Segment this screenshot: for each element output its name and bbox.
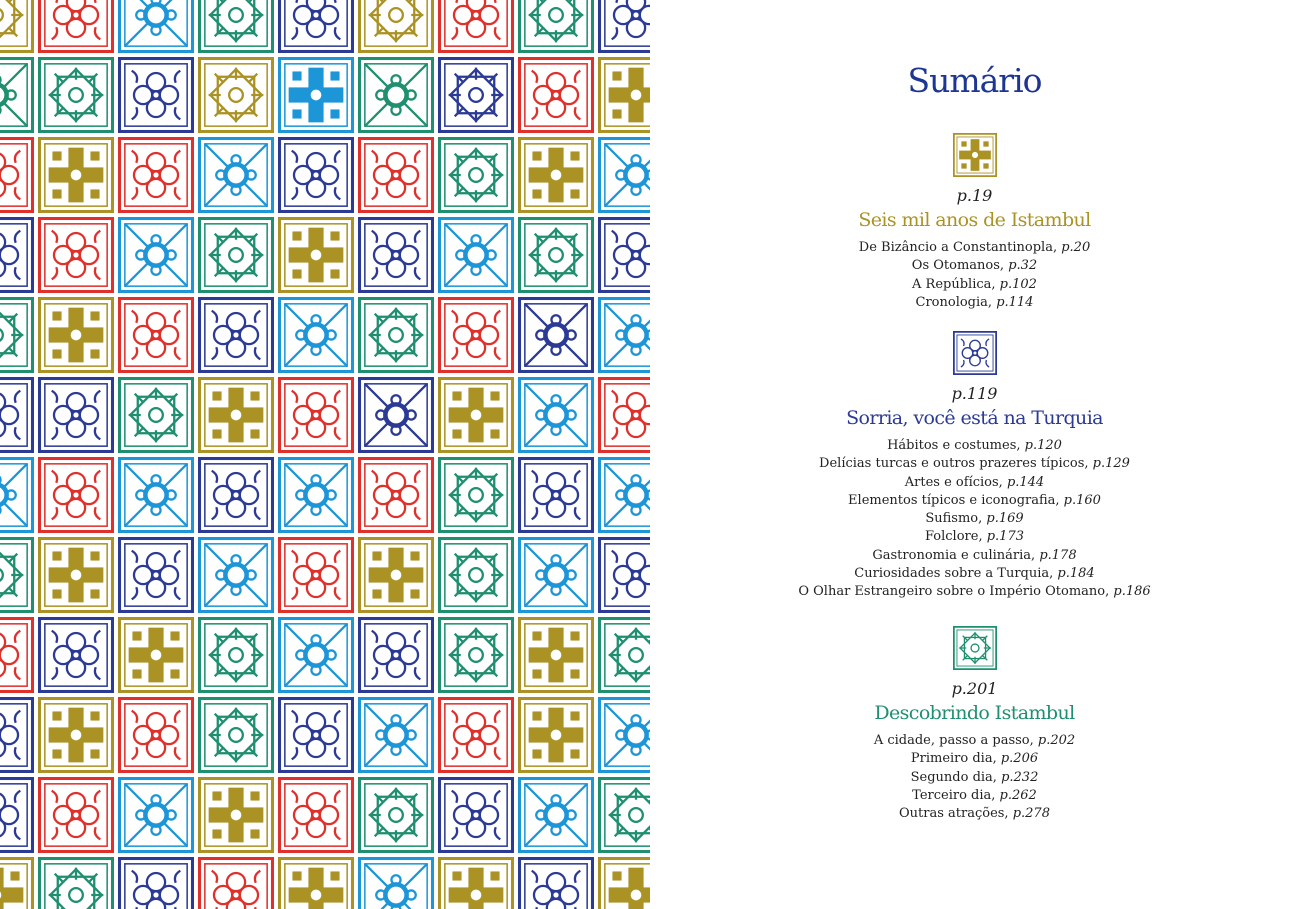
ornamental-tile-icon: [516, 535, 596, 615]
ornamental-tile-icon: [276, 455, 356, 535]
ornamental-tile-icon: [116, 775, 196, 855]
ornamental-tile-icon: [0, 775, 36, 855]
ornamental-tile-icon: [516, 375, 596, 455]
ornamental-tile-icon: [116, 295, 196, 375]
ornamental-tile-icon: [596, 535, 650, 615]
ornamental-tile-icon: [0, 135, 36, 215]
ornamental-tile-icon: [516, 615, 596, 695]
section-item-list: [650, 437, 1299, 602]
toc-entry-label: Folclore,: [924, 529, 987, 545]
ornamental-tile-icon: [596, 695, 650, 775]
toc-section-2: [650, 331, 1299, 602]
ornamental-tile-icon: [436, 0, 516, 55]
ornamental-tile-icon: [516, 135, 596, 215]
toc-entry: [650, 583, 1299, 601]
ornamental-tile-icon: [0, 535, 36, 615]
section-title: Descobrindo Istambul: [874, 702, 1075, 724]
section-item-list: [650, 239, 1299, 312]
ornamental-tile-icon: [436, 295, 516, 375]
ornamental-tile-icon: [356, 215, 436, 295]
ornamental-tile-icon: [36, 135, 116, 215]
toc-entry: [650, 492, 1299, 510]
ornamental-tile-icon: [36, 55, 116, 135]
toc-entry: [650, 437, 1299, 455]
toc-entry-label: A cidade, passo a passo,: [873, 733, 1038, 748]
ornamental-tile-icon: [276, 695, 356, 775]
ornamental-tile-icon: [276, 215, 356, 295]
section-item-list: [650, 732, 1299, 823]
toc-entry: [650, 239, 1299, 257]
ornamental-tile-icon: [356, 855, 436, 909]
ornamental-tile-icon: [0, 455, 36, 535]
toc-entry-label: Cronologia,: [915, 294, 997, 310]
section-page-number: p.119: [951, 384, 998, 403]
ornamental-tile-icon: [36, 0, 116, 55]
toc-entry-label: Delícias turcas e outros prazeres típicos,: [819, 456, 1093, 472]
ornamental-tile-icon: [196, 0, 276, 55]
toc-entry: [650, 294, 1299, 312]
ornamental-tile-icon: [0, 615, 36, 695]
toc-entry-page: p.186: [1113, 584, 1151, 600]
ornamental-tile-icon: [516, 295, 596, 375]
ornamental-tile-icon: [276, 135, 356, 215]
toc-entry-label: O Olhar Estrangeiro sobre o Império Otomano,: [798, 584, 1114, 600]
toc-entry-page: p.129: [1092, 456, 1130, 472]
toc-entry: [650, 510, 1299, 528]
ornamental-tile-icon: [356, 295, 436, 375]
toc-entry: [650, 732, 1299, 750]
ornamental-tile-icon: [36, 695, 116, 775]
ornamental-tile-icon: [516, 0, 596, 55]
toc-entry-page: p.120: [1024, 438, 1062, 453]
toc-entry-label: Primeiro dia,: [910, 751, 1001, 767]
toc-entry-page: p.178: [1039, 547, 1077, 563]
ornamental-tile-icon: [436, 855, 516, 909]
ornamental-tile-icon: [36, 215, 116, 295]
ornamental-tile-icon: [196, 375, 276, 455]
ornamental-tile-icon: [276, 855, 356, 909]
ornamental-tile-icon: [196, 855, 276, 909]
ornamental-tile-icon: [196, 215, 276, 295]
ornamental-tile-icon: [276, 0, 356, 55]
toc-entry-page: p.173: [986, 529, 1024, 545]
ornamental-tile-icon: [0, 295, 36, 375]
ornamental-tile-icon: [596, 55, 650, 135]
ornamental-tile-icon: [36, 775, 116, 855]
toc-entry-page: p.262: [999, 787, 1037, 803]
ornamental-tile-icon: [436, 775, 516, 855]
ornamental-tile-icon: [516, 855, 596, 909]
toc-entry-page: p.278: [1012, 806, 1050, 822]
ornamental-tile-icon: [276, 55, 356, 135]
ornamental-tile-icon: [0, 0, 36, 55]
toc-entry: [650, 455, 1299, 473]
ornamental-tile-icon: [596, 775, 650, 855]
ornamental-tile-icon: [196, 55, 276, 135]
ornamental-tile-icon: [356, 0, 436, 55]
ornamental-tile-icon: [196, 775, 276, 855]
ornamental-tile-icon: [356, 535, 436, 615]
ornamental-tile-icon: [276, 375, 356, 455]
toc-entry: [650, 276, 1299, 294]
ornamental-tile-icon: [356, 135, 436, 215]
toc-entry: [650, 547, 1299, 565]
green-ornament-tile-icon: [953, 626, 997, 670]
ornamental-tile-icon: [516, 55, 596, 135]
ornamental-tile-icon: [116, 215, 196, 295]
ornamental-tile-icon: [276, 775, 356, 855]
ornamental-tile-icon: [516, 695, 596, 775]
toc-entry-label: Sufismo,: [925, 511, 987, 527]
section-page-number: p.201: [951, 679, 998, 698]
ornamental-tile-icon: [436, 375, 516, 455]
ornamental-tile-icon: [36, 535, 116, 615]
toc-entry-page: p.202: [1037, 733, 1076, 748]
ornamental-tile-icon: [356, 55, 436, 135]
toc-entry: [650, 805, 1299, 823]
ornamental-tile-icon: [196, 695, 276, 775]
toc-entry-label: A República,: [912, 276, 1000, 292]
toc-entry: [650, 565, 1299, 583]
ornamental-tile-icon: [116, 615, 196, 695]
toc-entry-label: Gastronomia e culinária,: [872, 547, 1040, 563]
ornamental-tile-icon: [0, 215, 36, 295]
toc-entry-label: Elementos típicos e iconografia,: [848, 492, 1064, 508]
ornamental-tile-icon: [596, 375, 650, 455]
toc-entry: [650, 750, 1299, 768]
ornamental-tile-icon: [196, 455, 276, 535]
toc-entry-label: Curiosidades sobre a Turquia,: [854, 566, 1058, 582]
ornamental-tile-icon: [0, 855, 36, 909]
toc-entry-page: p.144: [1006, 474, 1045, 490]
ornamental-tile-icon: [436, 615, 516, 695]
section-title: Seis mil anos de Istambul: [858, 209, 1091, 231]
toc-entry-label: Outras atrações,: [899, 806, 1013, 822]
ornamental-tile-icon: [116, 55, 196, 135]
ornamental-tile-icon: [116, 535, 196, 615]
ornamental-tile-icon: [276, 535, 356, 615]
ornamental-tile-icon: [276, 615, 356, 695]
ornamental-tile-icon: [436, 215, 516, 295]
ornamental-tile-icon: [36, 375, 116, 455]
toc-entry-page: p.160: [1063, 492, 1101, 508]
section-page-number: p.19: [956, 186, 993, 205]
toc-entry: [650, 474, 1299, 492]
gold-ornament-tile-icon: [953, 133, 997, 177]
ornamental-tile-icon: [196, 615, 276, 695]
ornamental-tile-icon: [436, 695, 516, 775]
ornamental-tile-icon: [596, 215, 650, 295]
ornamental-tile-icon: [436, 135, 516, 215]
ornamental-tile-icon: [196, 295, 276, 375]
ornamental-tile-icon: [356, 775, 436, 855]
toc-section-1: [650, 133, 1299, 312]
toc-entry-label: Os Otomanos,: [911, 258, 1009, 274]
ornamental-tile-icon: [116, 855, 196, 909]
ornamental-tile-icon: [36, 855, 116, 909]
ornamental-tile-icon: [436, 455, 516, 535]
toc-entry: [650, 787, 1299, 805]
toc-entry-label: De Bizâncio a Constantinopla,: [858, 240, 1062, 255]
ornamental-tile-icon: [596, 615, 650, 695]
toc-entry: [650, 528, 1299, 546]
toc-title: Sumário: [907, 61, 1042, 100]
ornamental-tile-icon: [0, 55, 36, 135]
ornamental-tile-icon: [116, 135, 196, 215]
ornamental-tile-icon: [0, 375, 36, 455]
ornamental-tile-icon: [596, 855, 650, 909]
ornamental-tile-icon: [356, 615, 436, 695]
ornamental-tile-icon: [596, 0, 650, 55]
toc-entry-label: Artes e ofícios,: [904, 474, 1007, 490]
toc-entry-page: p.20: [1061, 240, 1091, 255]
toc-entry-page: p.232: [1001, 769, 1039, 785]
toc-entry-page: p.32: [1008, 258, 1038, 274]
ornamental-tile-icon: [0, 695, 36, 775]
ornamental-tile-icon: [36, 455, 116, 535]
ornamental-tile-icon: [436, 55, 516, 135]
toc-section-3: [650, 626, 1299, 823]
table-of-contents: [650, 0, 1299, 909]
ornamental-tile-icon: [276, 295, 356, 375]
ornamental-tile-icon: [196, 135, 276, 215]
ornamental-tile-icon: [436, 535, 516, 615]
toc-entry-page: p.206: [1000, 751, 1039, 767]
ornamental-tile-icon: [36, 295, 116, 375]
toc-entry-label: Segundo dia,: [910, 769, 1002, 785]
toc-entry: [650, 769, 1299, 787]
ornamental-tile-icon: [116, 695, 196, 775]
ornamental-tile-icon: [516, 455, 596, 535]
ornamental-tile-icon: [596, 135, 650, 215]
ornamental-tile-icon: [116, 0, 196, 55]
section-title: Sorria, você está na Turquia: [846, 407, 1103, 429]
toc-entry-page: p.114: [996, 294, 1034, 310]
ornamental-tile-icon: [116, 455, 196, 535]
ornamental-tile-icon: [516, 775, 596, 855]
blue-ornament-tile-icon: [953, 331, 997, 375]
ornamental-tile-icon: [356, 455, 436, 535]
ornamental-tile-icon: [516, 215, 596, 295]
toc-entry: [650, 257, 1299, 275]
ornamental-tile-icon: [196, 535, 276, 615]
ornamental-tile-icon: [36, 615, 116, 695]
toc-entry-page: p.169: [986, 511, 1024, 527]
toc-entry-page: p.184: [1057, 566, 1095, 582]
toc-entry-page: p.102: [999, 276, 1037, 292]
ornamental-tile-icon: [356, 375, 436, 455]
ornamental-tile-icon: [356, 695, 436, 775]
toc-entry-label: Terceiro dia,: [912, 787, 1000, 803]
ornamental-tile-icon: [596, 455, 650, 535]
toc-entry-label: Hábitos e costumes,: [887, 438, 1025, 453]
ornamental-tile-icon: [116, 375, 196, 455]
ornamental-tile-icon: [596, 295, 650, 375]
